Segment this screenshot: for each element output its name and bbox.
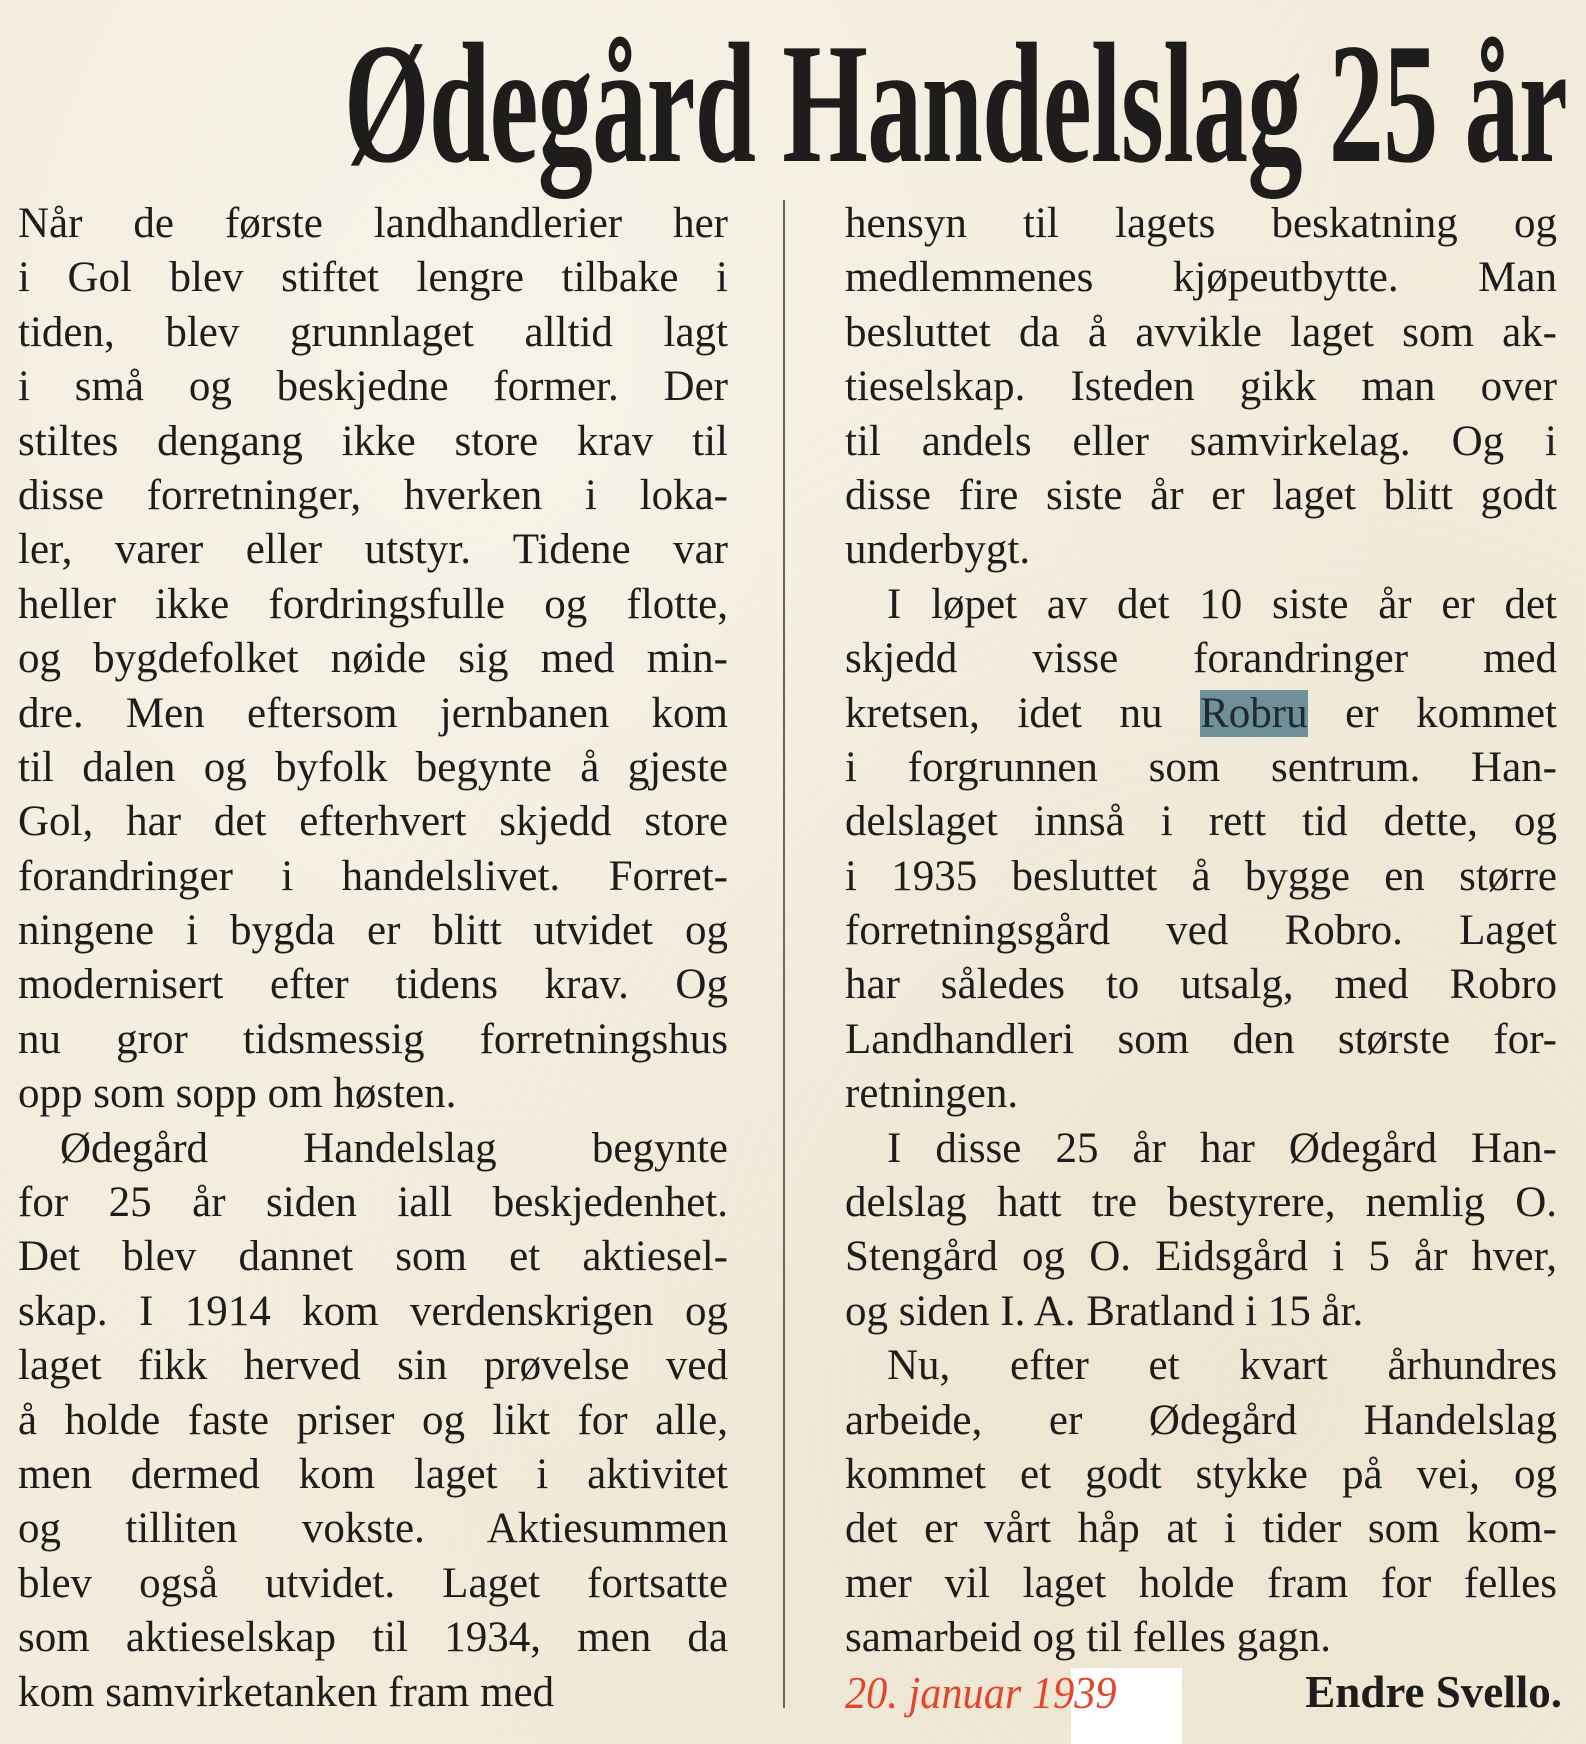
author-signature: Endre Svello.: [1305, 1667, 1562, 1717]
text-line: Når de første landhandlerier her: [18, 200, 728, 247]
text-line: til andels eller samvirkelag. Og i: [845, 417, 1557, 465]
headline: Ødegård Handelslag 25 år: [343, 9, 1568, 199]
text-line: Stengård og O. Eidsgård i 5 år hver,: [845, 1233, 1557, 1281]
text-line: delslaget innså i rett tid dette, og: [845, 798, 1557, 846]
text-line: medlemmenes kjøpeutbytte. Man: [845, 254, 1557, 302]
date-note: 20. januar 1939: [845, 1667, 1117, 1718]
text-line: stiltes dengang ikke store krav til: [18, 417, 728, 465]
text-line: Nu, efter et kvart århundres: [887, 1342, 1557, 1390]
text-line: forretningsgård ved Robro. Laget: [845, 907, 1557, 955]
text-line: ningene i bygda er blitt utvidet og: [18, 907, 728, 955]
text-line: for 25 år siden iall beskjedenhet.: [18, 1179, 728, 1227]
text-line: besluttet da å avvikle laget som ak-: [845, 308, 1557, 356]
text-line: Det blev dannet som et aktiesel-: [18, 1233, 728, 1281]
text-line: laget fikk herved sin prøvelse ved: [18, 1342, 728, 1390]
text-segment: er kommet: [1307, 689, 1557, 737]
text-segment: kretsen, idet nu: [845, 689, 1201, 737]
text-line: hensyn til lagets beskatning og: [845, 200, 1557, 247]
text-line: I disse 25 år har Ødegård Han-: [887, 1124, 1557, 1172]
text-line: forandringer i handelslivet. Forret-: [18, 852, 728, 900]
text-line: Gol, har det efterhvert skjedd store: [18, 798, 728, 846]
text-line: underbygt.: [845, 526, 1031, 574]
text-line: å holde faste priser og likt for alle,: [18, 1396, 728, 1444]
text-line: har således to utsalg, med Robro: [845, 961, 1557, 1009]
text-line: modernisert efter tidens krav. Og: [18, 961, 728, 1009]
text-line: tiden, blev grunnlaget alltid lagt: [18, 308, 728, 356]
text-line: kommet et godt stykke på vei, og: [845, 1450, 1557, 1498]
column-divider: [783, 200, 785, 1708]
text-line: ler, varer eller utstyr. Tidene var: [18, 526, 728, 574]
right-column: [845, 197, 1557, 1666]
text-line: kom samvirketanken fram med: [18, 1668, 555, 1716]
text-line: delslag hatt tre bestyrere, nemlig O.: [845, 1179, 1557, 1227]
text-line: retningen.: [845, 1070, 1019, 1118]
text-line: i små og beskjedne former. Der: [18, 363, 728, 411]
text-line: tieselskap. Isteden gikk man over: [845, 363, 1557, 411]
text-line: I løpet av det 10 siste år er det: [887, 580, 1557, 628]
text-line: dre. Men eftersom jernbanen kom: [18, 689, 728, 737]
text-line: og siden I. A. Bratland i 15 år.: [845, 1287, 1364, 1335]
text-line: Ødegård Handelslag begynte: [60, 1124, 728, 1172]
text-line: og bygdefolket nøide sig med min-: [18, 635, 728, 683]
text-line: nu gror tidsmessig forretningshus: [18, 1015, 728, 1063]
left-column: [18, 197, 728, 1720]
text-line: mer vil laget holde fram for felles: [845, 1559, 1557, 1607]
text-line: arbeide, er Ødegård Handelslag: [845, 1396, 1557, 1444]
text-line: [845, 687, 1557, 741]
text-line: Landhandleri som den største for-: [845, 1015, 1557, 1063]
text-line: skap. I 1914 kom verdenskrigen og: [18, 1287, 728, 1335]
text-line: i forgrunnen som sentrum. Han-: [845, 743, 1557, 791]
text-line: men dermed kom laget i aktivitet: [18, 1450, 728, 1498]
text-line: i 1935 besluttet å bygge en større: [845, 852, 1557, 900]
text-line: samarbeid og til felles gagn.: [845, 1614, 1331, 1662]
highlighted-text: Robru: [1200, 689, 1308, 737]
text-line: blev også utvidet. Laget fortsatte: [18, 1559, 728, 1607]
text-line: opp som sopp om høsten.: [18, 1070, 457, 1118]
text-line: i Gol blev stiftet lengre tilbake i: [18, 254, 728, 302]
text-line: disse forretninger, hverken i loka-: [18, 471, 728, 519]
text-line: disse fire siste år er laget blitt godt: [845, 471, 1557, 519]
text-line: til dalen og byfolk begynte å gjeste: [18, 743, 728, 791]
text-line: skjedd visse forandringer med: [845, 635, 1557, 683]
text-line: det er vårt håp at i tider som kom-: [845, 1505, 1557, 1553]
text-line: og tilliten vokste. Aktiesummen: [18, 1505, 728, 1553]
text-line: som aktieselskap til 1934, men da: [18, 1614, 728, 1662]
text-line: heller ikke fordringsfulle og flotte,: [18, 580, 728, 628]
